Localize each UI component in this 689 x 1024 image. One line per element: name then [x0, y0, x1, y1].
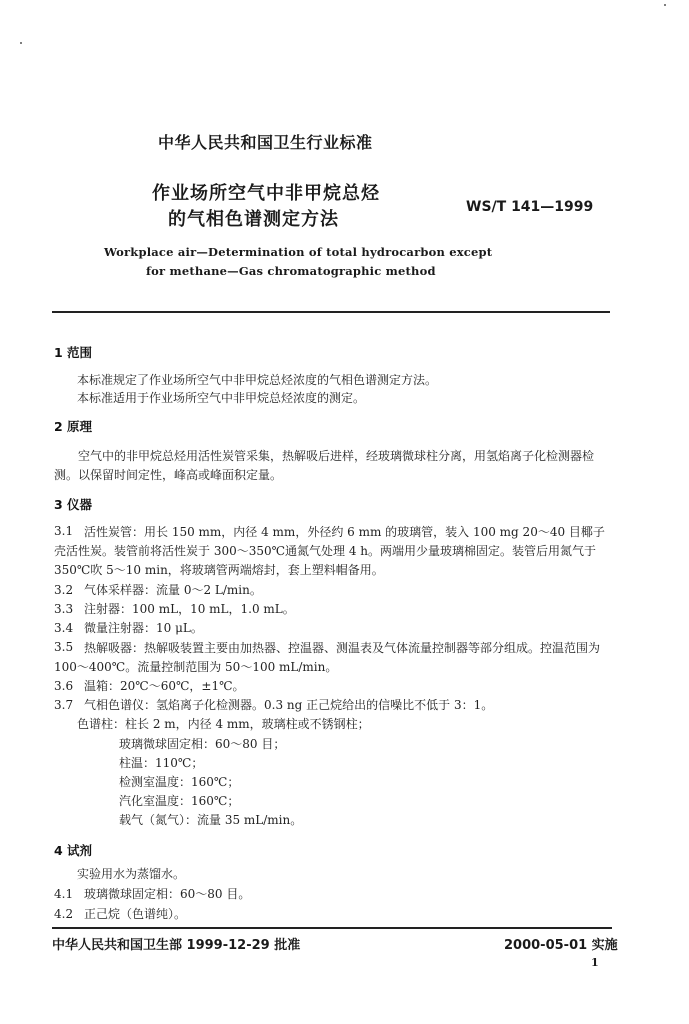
- section-4-intro: 实验用水为蒸馏水。: [77, 867, 186, 881]
- item-4-2-number: 4.2: [54, 907, 74, 921]
- item-3-6-text: 温箱：20℃～60℃，±1℃。: [84, 679, 245, 693]
- item-3-3-text: 注射器：100 mL，10 mL，1.0 mL。: [84, 602, 295, 616]
- section-2-paragraph: 空气中的非甲烷总烃用活性炭管采集，热解吸后进样，经玻璃微球柱分离，用氢焰离子化检测器检测。以保留时间定性，峰高或峰面积定量。: [54, 449, 595, 482]
- standard-code: WS/T 141—1999: [466, 199, 594, 215]
- effective-date: 2000-05-01 实施: [504, 938, 618, 953]
- item-3-3-number: 3.3: [54, 602, 74, 616]
- section-1-paragraph-2: 本标准适用于作业场所空气中非甲烷总烃浓度的测定。: [77, 391, 366, 405]
- header-rule: [52, 311, 610, 313]
- column-spec-intro: 色谱柱：柱长 2 m，内径 4 mm，玻璃柱或不锈钢柱；: [77, 717, 370, 731]
- scan-speck: [20, 42, 22, 44]
- column-spec-item: 载气（氮气）：流量 35 mL/min。: [119, 813, 303, 827]
- issuing-organization: 中华人民共和国卫生行业标准: [158, 133, 373, 152]
- column-spec-item: 玻璃微球固定相：60～80 目；: [119, 737, 286, 751]
- item-3-1-number: 3.1: [54, 524, 74, 538]
- item-3-4-text: 微量注射器：10 μL。: [84, 621, 203, 635]
- section-1-paragraph-1: 本标准规定了作业场所空气中非甲烷总烃浓度的气相色谱测定方法。: [77, 373, 438, 387]
- document-title-line-2: 的气相色谱测定方法: [168, 209, 339, 230]
- item-3-2-text: 气体采样器：流量 0～2 L/min。: [84, 583, 262, 597]
- item-3-6-number: 3.6: [54, 679, 74, 693]
- page-number: 1: [591, 956, 599, 969]
- item-4-2-text: 正己烷（色谱纯）。: [84, 907, 187, 921]
- approval-date: 中华人民共和国卫生部 1999-12-29 批准: [52, 938, 301, 953]
- section-4-heading: 4 试剂: [54, 843, 93, 858]
- item-4-1-number: 4.1: [54, 887, 74, 901]
- section-2-heading: 2 原理: [54, 419, 93, 434]
- item-3-4-number: 3.4: [54, 621, 74, 635]
- english-title-line-2: for methane—Gas chromatographic method: [146, 264, 436, 278]
- english-title-line-1: Workplace air—Determination of total hydrocarbon except: [104, 245, 493, 259]
- section-1-heading: 1 范围: [54, 345, 93, 360]
- item-3-5-number: 3.5: [54, 640, 74, 654]
- item-3-1-text: 活性炭管：用长 150 mm，内径 4 mm，外径约 6 mm 的玻璃管，装入 100 mg 20～40 目椰子壳活性炭。装管前将活性炭于 300～350℃通氮气处理 4 h。两端用少量玻璃棉固定。装管后用氮气于 350℃吹 5～10 min，将玻璃管两端熔封，套上塑料帽备用。: [54, 525, 605, 577]
- column-spec-item: 汽化室温度：160℃；: [119, 794, 240, 808]
- section-3-heading: 3 仪器: [54, 497, 93, 512]
- document-title-line-1: 作业场所空气中非甲烷总烃: [152, 183, 380, 204]
- item-3-7-number: 3.7: [54, 698, 74, 712]
- column-spec-item: 检测室温度：160℃；: [119, 775, 240, 789]
- scan-speck: [664, 4, 666, 6]
- item-3-5-text: 热解吸器：热解吸装置主要由加热器、控温器、测温表及气体流量控制器等部分组成。控温范围为 100～400℃。流量控制范围为 50～100 mL/min。: [54, 641, 601, 674]
- item-4-1-text: 玻璃微球固定相：60～80 目。: [84, 887, 251, 901]
- item-3-7-text: 气相色谱仪：氢焰离子化检测器。0.3 ng 正己烷给出的信噪比不低于 3：1。: [84, 698, 494, 712]
- item-3-2-number: 3.2: [54, 583, 74, 597]
- column-spec-item: 柱温：110℃；: [119, 756, 204, 770]
- footer-rule: [52, 927, 612, 929]
